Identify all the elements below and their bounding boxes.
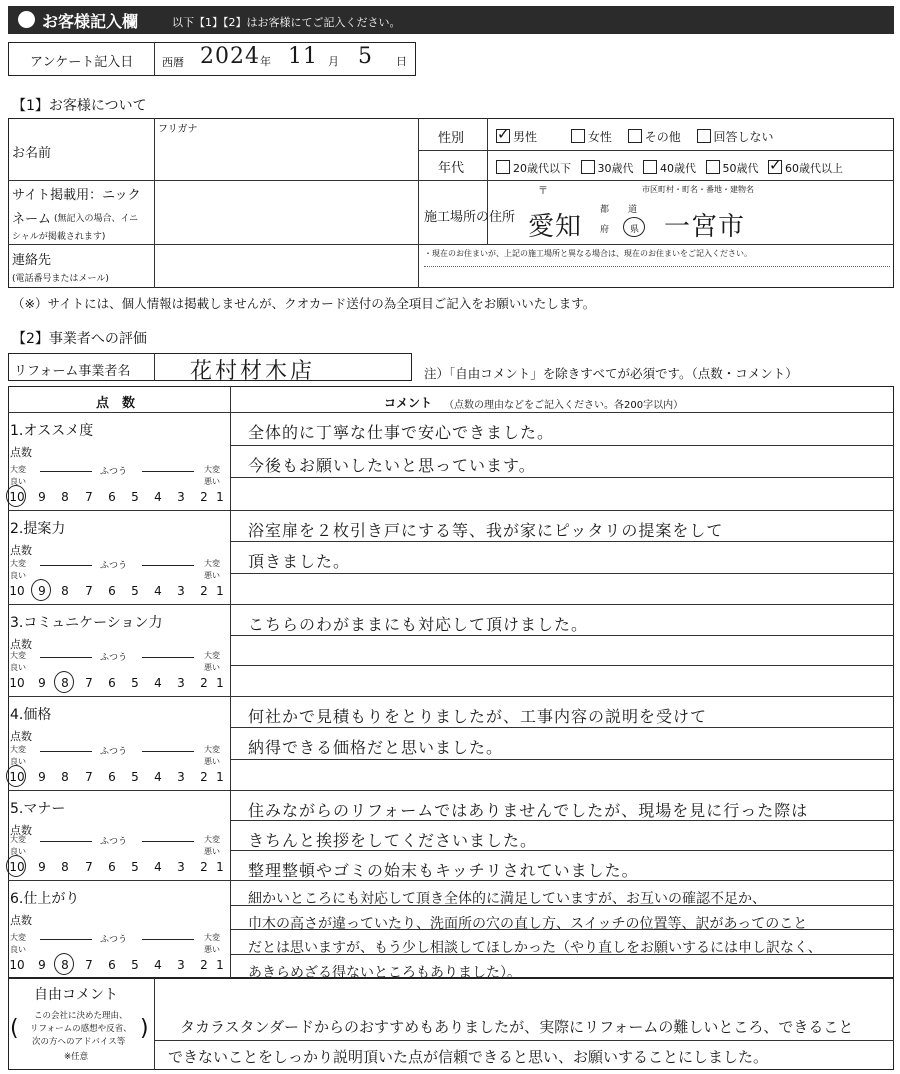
score-option[interactable]: 3 (177, 770, 185, 784)
score-option[interactable]: 9 (38, 860, 46, 874)
comment-line: 整理整頓やゴミの始末もキッチリされていました。 (248, 861, 639, 880)
comment-line: だとは思いますが、もう少し相談してほしかった（やり直しをお願いするには申し訳なく、 (248, 940, 822, 956)
score-option[interactable]: 4 (154, 770, 162, 784)
city-hand: 一宮市 (664, 212, 746, 242)
privacy-note: （※）サイトには、個人情報は掲載しませんが、クオカード送付の為全項目ご記入をお願いいたします。 (12, 296, 596, 311)
scale-arrow-right-icon (142, 841, 194, 842)
age-option-30s[interactable]: 30歳代 (581, 162, 634, 175)
score-option[interactable]: 3 (177, 676, 185, 690)
checkbox-icon (706, 160, 720, 174)
age-options (496, 160, 843, 176)
score-option[interactable]: 10 (9, 584, 25, 598)
checkbox-checked-icon (768, 160, 782, 174)
checkbox-icon (697, 129, 711, 143)
score-option[interactable]: 6 (108, 676, 116, 690)
item-title: 6.仕上がり (10, 891, 80, 907)
score-option[interactable]: 4 (154, 860, 162, 874)
item-title: 3.コミュニケーション力 (10, 615, 163, 631)
gender-option-other[interactable]: その他 (628, 130, 681, 144)
scale-right-1: 大変 (204, 835, 220, 844)
survey-month: 11 (288, 44, 318, 69)
score-option[interactable]: 1 (216, 490, 224, 504)
pref-ken: 県 (630, 225, 640, 235)
item-title: 1.オススメ度 (10, 423, 94, 439)
score-option[interactable]: 9 (38, 584, 46, 598)
score-option[interactable]: 6 (108, 958, 116, 972)
score-option[interactable]: 1 (216, 584, 224, 598)
nickname-note: (無記入の場合、イニ (54, 214, 139, 224)
comment-line: 細かいところにも対応して頂き全体的に満足していますが、お互いの確認不足か、 (248, 891, 766, 907)
score-option[interactable]: 6 (108, 490, 116, 504)
score-option[interactable]: 5 (131, 490, 139, 504)
current-address-note: ・現在のお住まいが、上記の施工場所と異なる場合は、現在のお住まいをご記入ください。 (424, 249, 752, 258)
gender-options (496, 128, 774, 145)
contact-note: (電話番号またはメール) (12, 274, 109, 284)
day-unit: 日 (396, 55, 407, 68)
score-label: 点数 (10, 446, 32, 459)
score-option[interactable]: 4 (154, 958, 162, 972)
furigana-label: フリガナ (158, 124, 198, 135)
score-option[interactable]: 4 (154, 490, 162, 504)
scale-right-2: 悪い (204, 847, 220, 856)
pref-to: 都 (600, 205, 610, 215)
required-note: 注）「自由コメント」を除きすべてが必須です。（点数・コメント） (424, 366, 798, 381)
free-comment-line-1: タカラスタンダードからのおすすめもありましたが、実際にリフォームの難しいところ、できること (180, 1018, 854, 1036)
score-option[interactable]: 7 (85, 860, 93, 874)
score-option[interactable]: 9 (38, 676, 46, 690)
scale-right-1: 大変 (204, 933, 220, 942)
scale-right-2: 悪い (204, 945, 220, 954)
pref-do: 道 (628, 205, 638, 215)
score-selected-circle-icon (31, 579, 51, 601)
score-option[interactable]: 2 (200, 676, 208, 690)
scale-arrow-right-icon (142, 751, 194, 752)
gender-label: 性別 (438, 131, 465, 146)
survey-date-label: アンケート記入日 (30, 55, 134, 70)
scale-arrow-right-icon (142, 939, 194, 940)
score-option[interactable]: 5 (131, 958, 139, 972)
scale-left-2: 良い (10, 847, 26, 856)
score-option[interactable]: 7 (85, 676, 93, 690)
scale-arrow-left-icon (40, 657, 92, 658)
score-option[interactable]: 8 (61, 770, 69, 784)
scale-mid: ふつう (100, 837, 128, 847)
free-comment-note-1: この会社に決めた理由、 (34, 1011, 128, 1021)
score-option[interactable]: 7 (85, 584, 93, 598)
scale-right-1: 大変 (204, 745, 220, 754)
paren-left-icon: ( (10, 1016, 19, 1041)
score-option[interactable]: 9 (38, 770, 46, 784)
score-selected-circle-icon (6, 765, 26, 787)
item-title: 4.価格 (10, 707, 52, 723)
comment-line: あきらめざる得ないところもありました）。 (248, 964, 521, 981)
score-option[interactable]: 4 (154, 584, 162, 598)
free-comment-note-4: ※任意 (64, 1052, 89, 1062)
score-selected-circle-icon (54, 671, 74, 693)
scale-arrow-right-icon (142, 471, 194, 472)
scale-mid: ふつう (100, 747, 128, 757)
score-option[interactable]: 8 (61, 676, 69, 690)
score-selected-circle-icon (6, 485, 26, 507)
prefecture-hand: 愛知 (528, 212, 583, 242)
score-option[interactable]: 3 (177, 958, 185, 972)
comment-line: 住みながらのリフォームではありませんでしたが、現場を見に行った際は (248, 801, 809, 820)
score-option[interactable]: 5 (131, 860, 139, 874)
scale-mid: ふつう (100, 935, 128, 945)
score-option[interactable]: 1 (216, 770, 224, 784)
scale-right-2: 悪い (204, 477, 220, 486)
comment-line: きちんと挨拶をしてくださいました。 (248, 831, 538, 850)
comment-line: こちらのわがままにも対応して頂けました。 (248, 615, 589, 634)
company-name: 花村材木店 (190, 359, 316, 384)
age-label: 年代 (438, 161, 465, 176)
scale-arrow-left-icon (40, 841, 92, 842)
score-option[interactable]: 10 (9, 860, 25, 874)
section2-title: 【2】事業者への評価 (12, 331, 147, 347)
score-option[interactable]: 8 (61, 860, 69, 874)
scale-left-1: 大変 (10, 835, 26, 844)
scale-left-1: 大変 (10, 933, 26, 942)
score-option[interactable]: 8 (61, 958, 69, 972)
score-option[interactable]: 7 (85, 490, 93, 504)
score-option[interactable]: 7 (85, 958, 93, 972)
scale-arrow-right-icon (142, 657, 194, 658)
comment-line: 何社かで見積もりをとりましたが、工事内容の説明を受けて (248, 707, 708, 726)
header-note: 以下【1】【2】はお客様にてご記入ください。 (172, 16, 401, 29)
scale-mid: ふつう (100, 561, 128, 571)
score-option[interactable]: 6 (108, 584, 116, 598)
section1-title: 【1】お客様について (12, 98, 147, 114)
address-note: 市区町村・町名・番地・建物名 (642, 185, 754, 194)
pref-fu: 府 (600, 225, 610, 235)
checkbox-checked-icon (496, 129, 510, 143)
score-option[interactable]: 7 (85, 770, 93, 784)
nickname-label-2: ネーム (12, 212, 52, 227)
score-option[interactable]: 2 (200, 958, 208, 972)
free-comment-note-3: 次の方へのアドバイス等 (32, 1037, 126, 1047)
month-unit: 月 (328, 55, 339, 68)
scale-arrow-left-icon (40, 471, 92, 472)
score-option[interactable]: 2 (200, 860, 208, 874)
scale-arrow-left-icon (40, 751, 92, 752)
score-option[interactable]: 1 (216, 958, 224, 972)
postal-mark: 〒 (538, 186, 548, 197)
scale-right-1: 大変 (204, 465, 220, 474)
checkbox-icon (643, 160, 657, 174)
score-option[interactable]: 6 (108, 770, 116, 784)
item-title: 2.提案力 (10, 521, 66, 537)
score-option[interactable]: 8 (61, 584, 69, 598)
gender-option-no-answer[interactable]: 回答しない (697, 130, 774, 144)
name-label: お名前 (12, 146, 52, 161)
header-title: お客様記入欄 (42, 12, 139, 31)
scale-right-2: 悪い (204, 571, 220, 580)
score-option[interactable]: 4 (154, 676, 162, 690)
comment-line: 今後もお願いしたいと思っています。 (248, 455, 536, 475)
company-label: リフォーム事業者名 (14, 364, 131, 379)
score-label: 点数 (10, 824, 32, 837)
score-option[interactable]: 10 (9, 958, 25, 972)
checkbox-icon (581, 160, 595, 174)
scale-arrow-left-icon (40, 565, 92, 566)
paren-right-icon: ) (140, 1016, 149, 1041)
score-option[interactable]: 5 (131, 584, 139, 598)
scale-arrow-left-icon (40, 939, 92, 940)
pref-ken-circle-icon (623, 217, 645, 237)
score-option[interactable]: 2 (200, 770, 208, 784)
survey-year: 2024 (200, 44, 260, 69)
gender-option-male[interactable]: ✓ 男性 (496, 130, 537, 144)
comment-line: 頂きました。 (248, 552, 351, 572)
scale-mid: ふつう (100, 467, 128, 477)
nickname-note-2: シャルが掲載されます) (12, 232, 106, 242)
survey-day: 5 (358, 44, 373, 69)
age-option-60s-plus[interactable]: ✓ 60歳代以上 (768, 162, 843, 175)
score-option[interactable]: 8 (61, 490, 69, 504)
scale-left-2: 良い (10, 757, 26, 766)
checkbox-icon (628, 129, 642, 143)
score-option[interactable]: 10 (9, 770, 25, 784)
score-option[interactable]: 10 (9, 490, 25, 504)
score-header: 点 数 (96, 396, 136, 411)
score-option[interactable]: 3 (177, 584, 185, 598)
score-option[interactable]: 5 (131, 676, 139, 690)
score-selected-circle-icon (54, 953, 74, 975)
score-option[interactable]: 6 (108, 860, 116, 874)
scale-left-1: 大変 (10, 465, 26, 474)
scale-right-1: 大変 (204, 651, 220, 660)
comment-line: 納得できる価格だと思いました。 (248, 738, 504, 758)
free-comment-note-2: リフォームの感想や反省、 (30, 1024, 132, 1034)
era-label: 西暦 (162, 56, 184, 69)
age-option-20s[interactable]: 20歳代以下 (496, 162, 571, 175)
scale-left-2: 良い (10, 945, 26, 954)
scale-right-2: 悪い (204, 757, 220, 766)
scale-left-1: 大変 (10, 651, 26, 660)
score-label: 点数 (10, 544, 32, 557)
contact-label: 連絡先 (12, 253, 52, 268)
free-comment-title: 自由コメント (34, 987, 118, 1003)
nickname-label: サイト掲載用：ニック (12, 188, 141, 203)
scale-left-2: 良い (10, 571, 26, 580)
score-option[interactable]: 9 (38, 490, 46, 504)
score-option[interactable]: 9 (38, 958, 46, 972)
score-option[interactable]: 5 (131, 770, 139, 784)
score-option[interactable]: 2 (200, 584, 208, 598)
scale-right-2: 悪い (204, 663, 220, 672)
scale-left-2: 良い (10, 663, 26, 672)
scale-mid: ふつう (100, 653, 128, 663)
scale-arrow-right-icon (142, 565, 194, 566)
comment-line: 巾木の高さが違っていたり、洗面所の穴の直し方、スイッチの位置等、訳があってのこと (248, 915, 808, 932)
score-option[interactable]: 2 (200, 490, 208, 504)
checkbox-icon (496, 160, 510, 174)
item-title: 5.マナー (10, 801, 66, 817)
scale-left-1: 大変 (10, 559, 26, 568)
bullet-icon (18, 11, 35, 28)
gender-option-female[interactable]: 女性 (571, 130, 612, 144)
scale-right-1: 大変 (204, 559, 220, 568)
score-option[interactable]: 3 (177, 490, 185, 504)
age-option-50s[interactable]: 50歳代 (706, 162, 759, 175)
comment-header-note: （点数の理由などをご記入ください。各200字以内） (444, 400, 684, 411)
score-option[interactable]: 3 (177, 860, 185, 874)
comment-line: 浴室扉を２枚引き戸にする等、我が家にピッタリの提案をして (248, 521, 724, 540)
scale-left-2: 良い (10, 477, 26, 486)
year-unit: 年 (260, 55, 271, 68)
score-label: 点数 (10, 730, 32, 743)
score-option[interactable]: 1 (216, 860, 224, 874)
address-label: 施工場所の住所 (424, 210, 516, 225)
score-option[interactable]: 1 (216, 676, 224, 690)
scale-left-1: 大変 (10, 745, 26, 754)
free-comment-line-2: できないことをしっかり説明頂いた点が信頼できると思い、お願いすることにしました。 (168, 1048, 769, 1066)
comment-line: 全体的に丁寧な仕事で安心できました。 (248, 423, 555, 442)
age-option-40s[interactable]: 40歳代 (643, 162, 696, 175)
score-label: 点数 (10, 638, 32, 651)
score-selected-circle-icon (6, 855, 26, 877)
checkbox-icon (571, 129, 585, 143)
comment-header: コメント (384, 396, 433, 410)
score-label: 点数 (10, 914, 32, 927)
header-bar (8, 6, 894, 34)
score-option[interactable]: 10 (9, 676, 25, 690)
